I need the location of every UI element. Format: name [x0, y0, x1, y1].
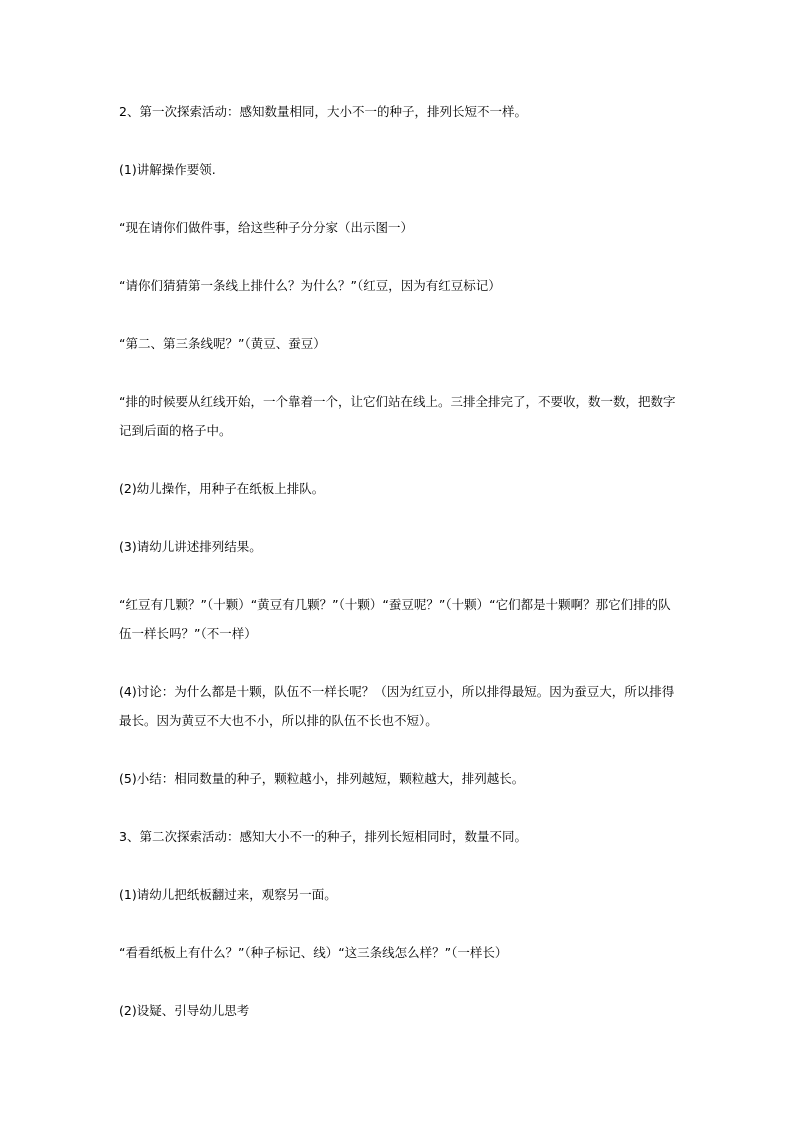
paragraph-quote-second-third-line: “第二、第三条线呢？”（黄豆、蚕豆）	[119, 336, 326, 351]
paragraph-quote-first-line: “请你们猜猜第一条线上排什么？为什么？”（红豆，因为有红豆标记）	[119, 278, 501, 293]
paragraph-quote-count-results: “红豆有几颗？”（十颗）“黄豆有几颗？”（十颗）“蚕豆呢？”（十颗）“它们都是十颗啊？那它们排的队伍一样长吗？”（不一样）	[119, 597, 671, 641]
paragraph-quote-arrange-instructions: “排的时候要从红线开始，一个靠着一个，让它们站在线上。三排全排完了，不要收，数一数，把数字记到后面的格子中。	[119, 394, 676, 438]
paragraph-step-3-report: (3)请幼儿讲述排列结果。	[119, 539, 262, 554]
paragraph-step-1-explain: (1)讲解操作要领.	[119, 162, 216, 177]
paragraph-step-4-discussion: (4)讨论：为什么都是十颗，队伍不一样长呢？（因为红豆小，所以排得最短。因为蚕豆大，所以排得最长。因为黄豆不大也不小，所以排的队伍不长也不短）。	[119, 684, 675, 728]
paragraph-step-2-question: (2)设疑、引导幼儿思考	[119, 1003, 250, 1018]
paragraph-step-2-operate: (2)幼儿操作，用种子在纸板上排队。	[119, 481, 325, 496]
paragraph-step-1-flip-board: (1)请幼儿把纸板翻过来，观察另一面。	[119, 887, 337, 902]
paragraph-step-5-summary: (5)小结：相同数量的种子，颗粒越小，排列越短，颗粒越大，排列越长。	[119, 771, 525, 786]
paragraph-second-activity-heading: 3、第二次探索活动：感知大小不一的种子，排列长短相同时，数量不同。	[119, 829, 527, 844]
paragraph-quote-look-at-board: “看看纸板上有什么？”（种子标记、线）“这三条线怎么样？”（一样长）	[119, 945, 508, 960]
paragraph-first-activity-heading: 2、第一次探索活动：感知数量相同，大小不一的种子，排列长短不一样。	[119, 104, 527, 119]
paragraph-quote-sort-seeds: “现在请你们做件事，给这些种子分分家（出示图一）	[119, 220, 413, 235]
